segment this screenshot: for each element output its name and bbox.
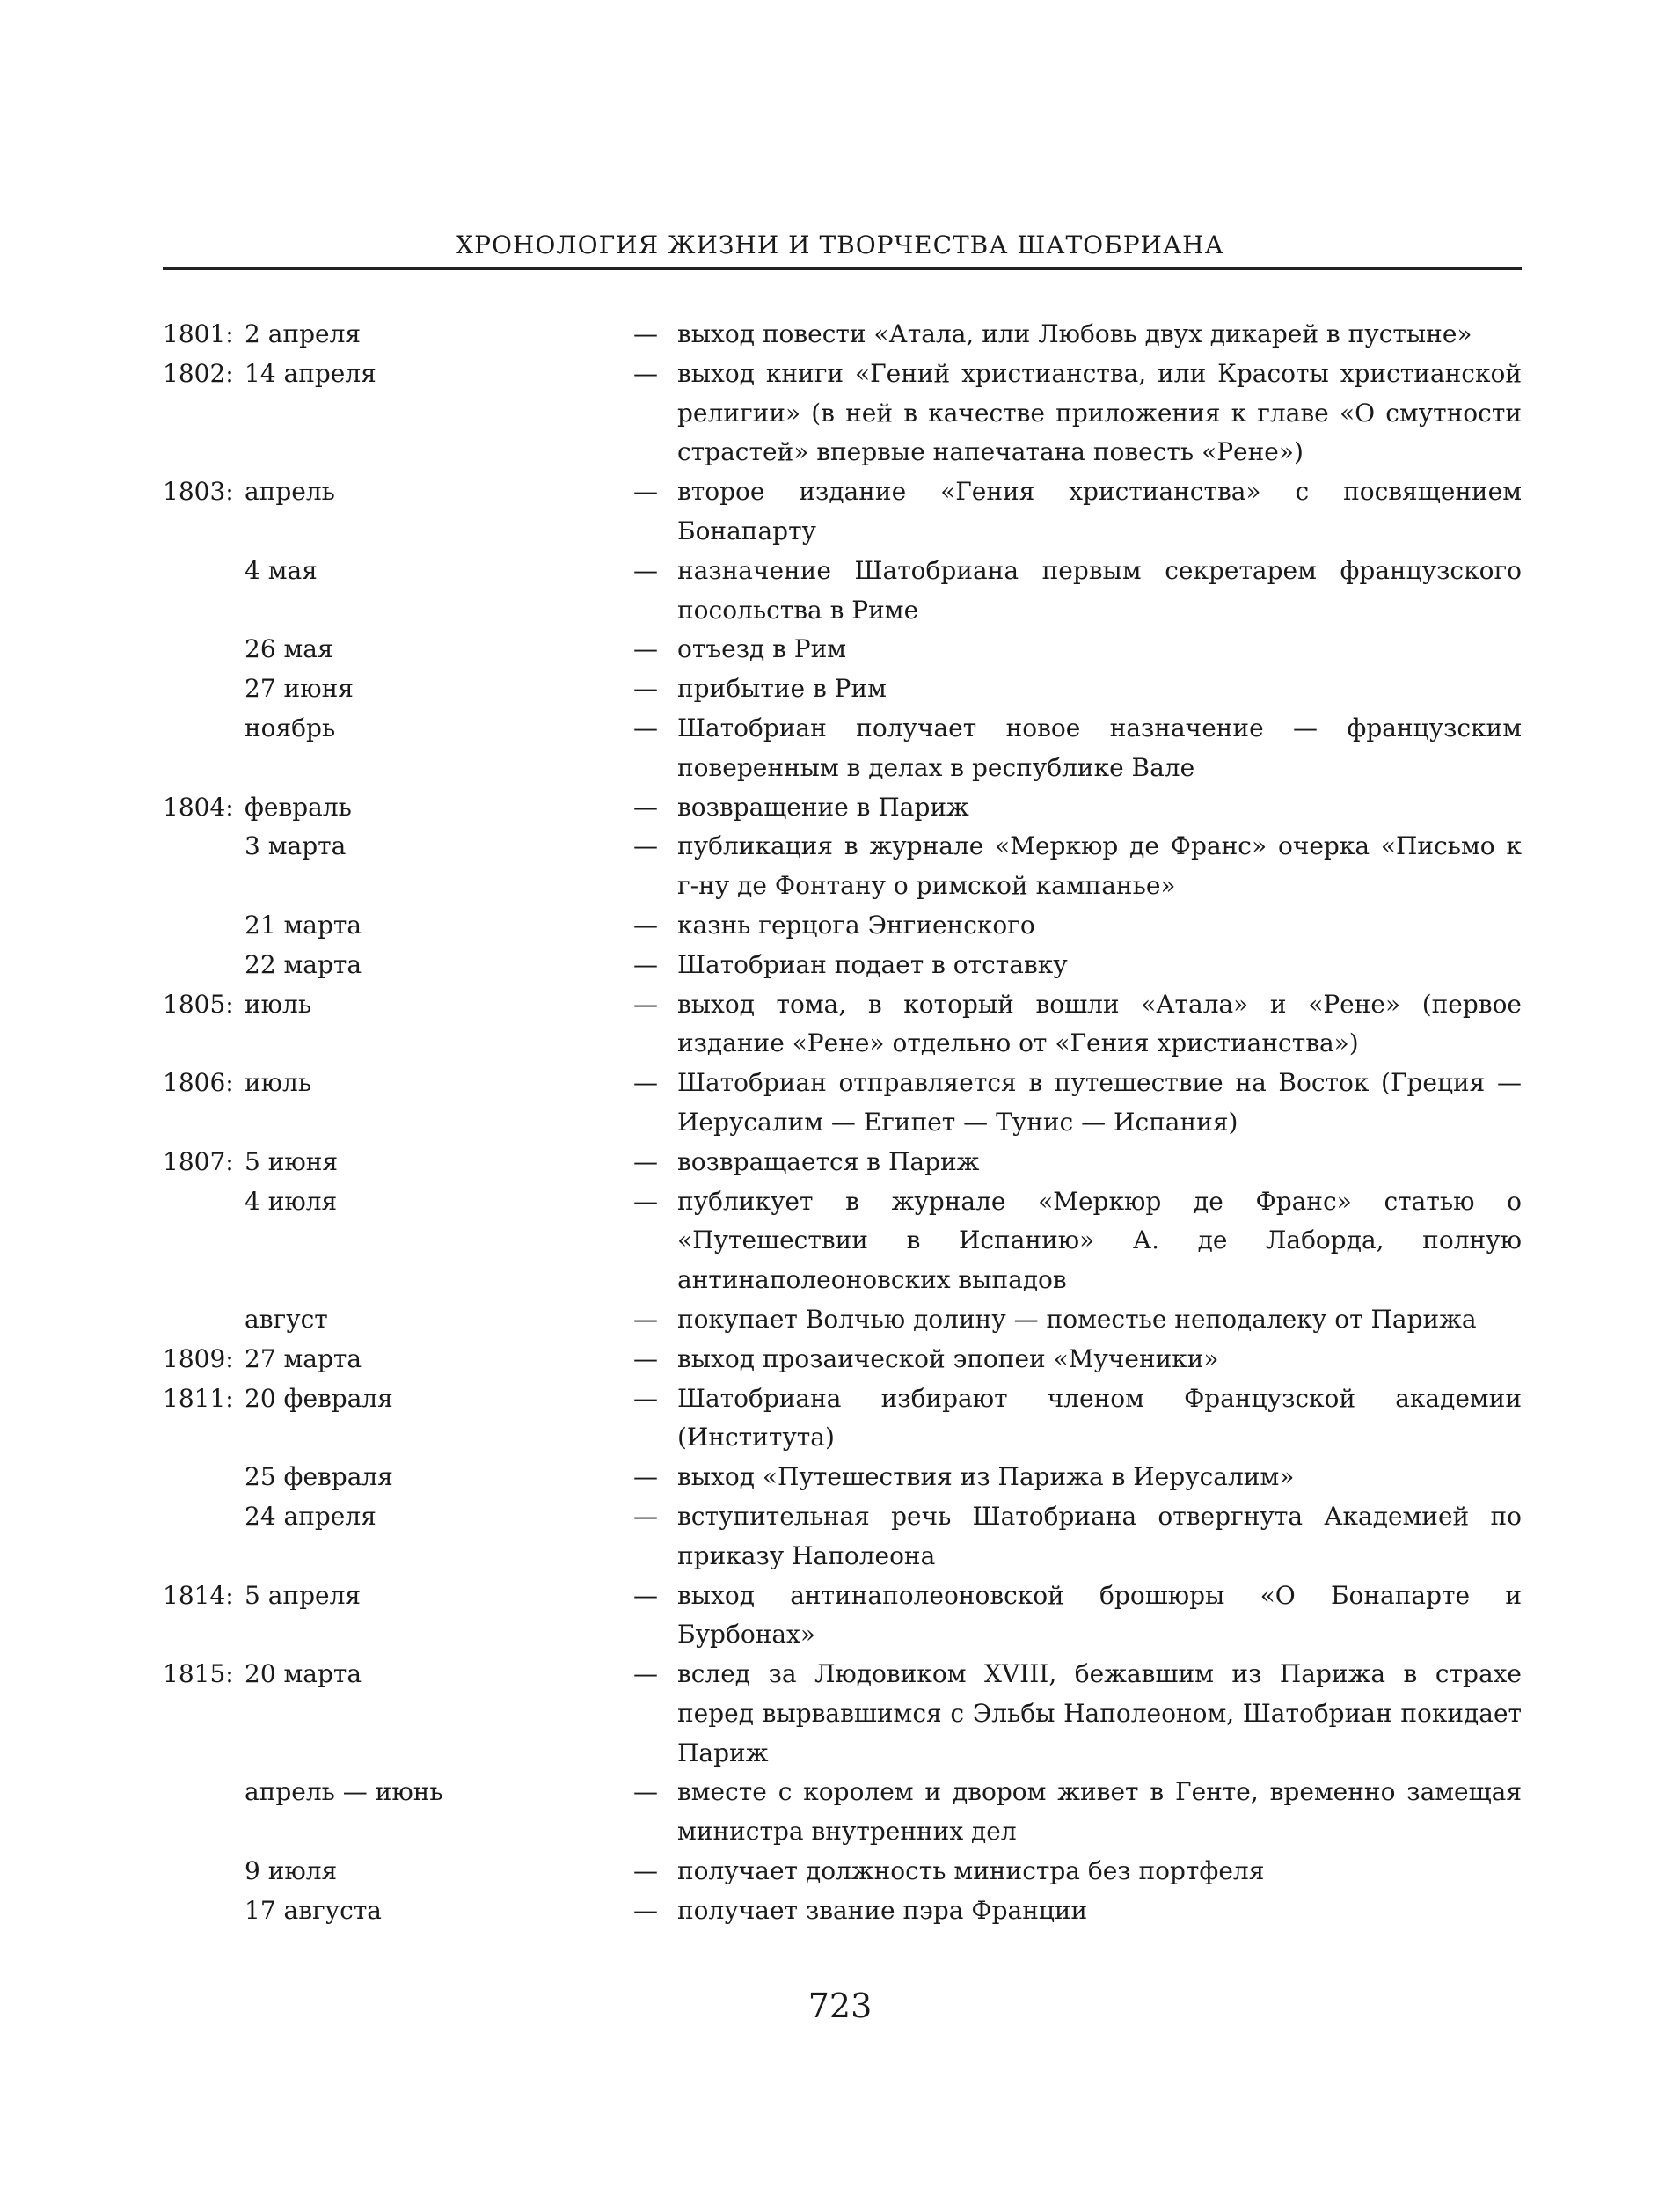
entry-year: 1805: bbox=[163, 989, 234, 1019]
running-header: ХРОНОЛОГИЯ ЖИЗНИ И ТВОРЧЕСТВА ШАТОБРИАНА bbox=[456, 230, 1224, 260]
entry-date bbox=[163, 1064, 633, 1143]
entry-text: получает должность министра без портфеля bbox=[677, 1856, 1265, 1886]
chronology-entry bbox=[163, 472, 1522, 552]
entry-day: 26 мая bbox=[245, 634, 333, 664]
entry-day: 21 марта bbox=[245, 910, 362, 940]
entry-text: вместе с королем и двором живет в Генте, временно замещая министра внутренних дел bbox=[677, 1777, 1522, 1847]
entry-day: 25 февраля bbox=[245, 1462, 393, 1492]
entry-date bbox=[163, 1182, 633, 1300]
entry-date bbox=[163, 1577, 633, 1656]
entry-date bbox=[163, 827, 633, 906]
entry-dash: — bbox=[633, 1777, 658, 1807]
entry-text: возвращение в Париж bbox=[677, 792, 969, 822]
entry-date bbox=[163, 709, 633, 788]
entry-date bbox=[163, 1891, 633, 1931]
entry-date bbox=[163, 1655, 633, 1773]
chronology-entry bbox=[163, 1064, 1522, 1143]
entry-date bbox=[163, 315, 633, 355]
chronology-entry bbox=[163, 1458, 1522, 1497]
entry-text: выход тома, в который вошли «Атала» и «Рене» (первое издание «Рене» отдельно от «Гения христианства») bbox=[677, 989, 1522, 1058]
entry-date bbox=[163, 1458, 633, 1497]
entry-day: 20 марта bbox=[245, 1659, 362, 1689]
entry-year: 1807: bbox=[163, 1146, 234, 1176]
entry-day: 24 апреля bbox=[245, 1501, 376, 1531]
chronology-entry bbox=[163, 1497, 1522, 1577]
entry-day: 22 марта bbox=[245, 949, 362, 979]
entry-year: 1801: bbox=[163, 319, 234, 348]
entry-day: июль bbox=[245, 1068, 312, 1098]
entry-day: 4 мая bbox=[245, 555, 318, 585]
entry-text: выход повести «Атала, или Любовь двух дикарей в пустыне» bbox=[677, 319, 1472, 348]
entry-dash: — bbox=[633, 1304, 658, 1334]
entry-year: 1803: bbox=[163, 477, 234, 507]
chronology-entry bbox=[163, 788, 1522, 828]
entry-day: 20 февраля bbox=[245, 1383, 393, 1413]
entry-text: Шатобриан подает в отставку bbox=[677, 949, 1068, 979]
entry-text: публикует в журнале «Меркюр де Франс» статью о «Путешествии в Испанию» А. де Лаборда, полную антинаполеоновских выпадов bbox=[677, 1186, 1522, 1295]
chronology-entry bbox=[163, 1852, 1522, 1891]
entry-dash: — bbox=[633, 674, 658, 704]
entry-text: Шатобриан получает новое назначение — французским поверенным в делах в республике Вале bbox=[677, 713, 1522, 782]
entry-day: 5 апреля bbox=[245, 1580, 362, 1610]
entry-dash: — bbox=[633, 1068, 658, 1098]
entry-day: 14 апреля bbox=[245, 358, 376, 388]
entry-dash: — bbox=[633, 713, 658, 743]
entry-dash: — bbox=[633, 634, 658, 664]
entry-dash: — bbox=[633, 1146, 658, 1176]
entry-dash: — bbox=[633, 477, 658, 507]
entry-year: 1811: bbox=[163, 1383, 234, 1413]
entry-date bbox=[163, 1143, 633, 1182]
entry-dash: — bbox=[633, 989, 658, 1019]
entry-year: 1814: bbox=[163, 1580, 234, 1610]
entry-day: 4 июля bbox=[245, 1186, 338, 1216]
entry-dash: — bbox=[633, 792, 658, 822]
entry-date bbox=[163, 788, 633, 828]
entry-day: 2 апреля bbox=[245, 319, 362, 348]
chronology-entry bbox=[163, 985, 1522, 1065]
entry-dash: — bbox=[633, 1462, 658, 1492]
entry-day: 3 марта bbox=[245, 831, 347, 861]
entry-dash: — bbox=[633, 1580, 658, 1610]
chronology-entry bbox=[163, 630, 1522, 669]
entry-dash: — bbox=[633, 1343, 658, 1373]
entry-dash: — bbox=[633, 1186, 658, 1216]
entry-text: казнь герцога Энгиенского bbox=[677, 910, 1035, 940]
entry-date bbox=[163, 1773, 633, 1852]
chronology-entry bbox=[163, 827, 1522, 906]
entry-dash: — bbox=[633, 1895, 658, 1925]
entry-year: 1806: bbox=[163, 1068, 234, 1098]
entry-text: вступительная речь Шатобриана отвергнута Академией по приказу Наполеона bbox=[677, 1501, 1522, 1570]
entry-date bbox=[163, 1340, 633, 1379]
entry-year: 1802: bbox=[163, 358, 234, 388]
entry-text: вслед за Людовиком XVIII, бежавшим из Парижа в страхе перед вырвавшимся с Эльбы Наполеоном, Шатобриан покидает Париж bbox=[677, 1659, 1522, 1767]
entry-text: назначение Шатобриана первым секретарем французского посольства в Риме bbox=[677, 555, 1522, 625]
chronology-entry bbox=[163, 355, 1522, 472]
entry-day: 9 июля bbox=[245, 1856, 338, 1886]
entry-text: второе издание «Гения христианства» с посвящением Бонапарту bbox=[677, 477, 1522, 545]
chronology-entry bbox=[163, 1182, 1522, 1300]
chronology-entry bbox=[163, 946, 1522, 985]
entry-date bbox=[163, 946, 633, 985]
entry-day: август bbox=[245, 1304, 328, 1334]
page-number: 723 bbox=[807, 1986, 873, 2025]
chronology-entry bbox=[163, 1340, 1522, 1379]
entry-dash: — bbox=[633, 358, 658, 388]
entry-date bbox=[163, 355, 633, 472]
entry-date bbox=[163, 985, 633, 1065]
entry-text: получает звание пэра Франции bbox=[677, 1895, 1088, 1925]
entry-dash: — bbox=[633, 319, 658, 348]
entry-text: публикация в журнале «Меркюр де Франс» очерка «Письмо к г-ну де Фонтану о римской кампанье» bbox=[677, 831, 1522, 901]
entry-date bbox=[163, 630, 633, 669]
entry-day: апрель bbox=[245, 477, 335, 507]
entry-text: Шатобриана избирают членом Французской академии (Института) bbox=[677, 1383, 1522, 1452]
entry-day: ноябрь bbox=[245, 713, 336, 743]
entry-year: 1804: bbox=[163, 792, 234, 822]
entry-text: выход книги «Гений христианства, или Красоты христианской религии» (в ней в качестве приложения к главе «О смутности страстей» впервые напечатана повесть «Рене») bbox=[677, 358, 1522, 467]
entry-dash: — bbox=[633, 1383, 658, 1413]
entry-day: 27 марта bbox=[245, 1343, 362, 1373]
entry-text: прибытие в Рим bbox=[677, 674, 887, 704]
entry-date bbox=[163, 552, 633, 631]
entry-dash: — bbox=[633, 949, 658, 979]
chronology-entry bbox=[163, 552, 1522, 631]
entry-dash: — bbox=[633, 1856, 658, 1886]
chronology-entry bbox=[163, 1773, 1522, 1852]
entry-year: 1809: bbox=[163, 1343, 234, 1373]
entry-day: 5 июня bbox=[245, 1146, 339, 1176]
chronology-entry bbox=[163, 315, 1522, 355]
entry-day: апрель — июнь bbox=[245, 1777, 443, 1807]
entry-date bbox=[163, 1300, 633, 1340]
chronology-entry bbox=[163, 1891, 1522, 1931]
entry-dash: — bbox=[633, 1501, 658, 1531]
chronology-entry bbox=[163, 1379, 1522, 1459]
entry-text: покупает Волчью долину — поместье неподалеку от Парижа bbox=[677, 1304, 1477, 1334]
entry-text: выход антинаполеоновской брошюры «О Бонапарте и Бурбонах» bbox=[677, 1580, 1522, 1650]
chronology-entry bbox=[163, 1300, 1522, 1340]
entry-dash: — bbox=[633, 555, 658, 585]
entry-dash: — bbox=[633, 1659, 658, 1689]
entry-date bbox=[163, 906, 633, 946]
header-rule bbox=[163, 267, 1522, 270]
entry-date bbox=[163, 1852, 633, 1891]
entry-date bbox=[163, 1497, 633, 1577]
chronology-entry bbox=[163, 669, 1522, 709]
chronology-list bbox=[163, 315, 1522, 1931]
entry-text: отъезд в Рим bbox=[677, 634, 847, 664]
entry-day: февраль bbox=[245, 792, 352, 822]
chronology-entry bbox=[163, 709, 1522, 788]
entry-year: 1815: bbox=[163, 1659, 234, 1689]
chronology-entry bbox=[163, 1577, 1522, 1656]
entry-day: 27 июня bbox=[245, 674, 354, 704]
entry-day: июль bbox=[245, 989, 312, 1019]
entry-dash: — bbox=[633, 831, 658, 861]
entry-text: выход прозаической эпопеи «Мученики» bbox=[677, 1343, 1219, 1373]
chronology-entry bbox=[163, 906, 1522, 946]
entry-day: 17 августа bbox=[245, 1895, 382, 1925]
chronology-entry bbox=[163, 1655, 1522, 1773]
entry-dash: — bbox=[633, 910, 658, 940]
entry-text: возвращается в Париж bbox=[677, 1146, 980, 1176]
entry-text: выход «Путешествия из Парижа в Иерусалим» bbox=[677, 1462, 1295, 1492]
entry-date bbox=[163, 472, 633, 552]
entry-date bbox=[163, 669, 633, 709]
entry-date bbox=[163, 1379, 633, 1459]
entry-text: Шатобриан отправляется в путешествие на Восток (Греция — Иерусалим — Египет — Тунис — Испания) bbox=[677, 1068, 1522, 1137]
chronology-entry bbox=[163, 1143, 1522, 1182]
